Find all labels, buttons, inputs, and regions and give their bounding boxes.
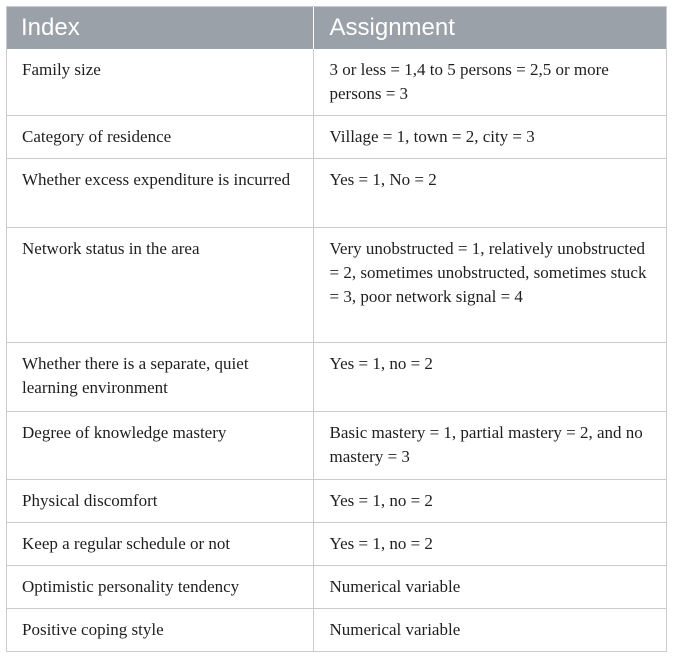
- table-body: [7, 49, 667, 651]
- index-cell: Category of residence: [7, 115, 313, 158]
- index-cell: Whether excess expenditure is incurred: [7, 158, 313, 227]
- table-header: [7, 7, 667, 49]
- index-cell: Positive coping style: [7, 608, 313, 651]
- assignment-cell: Yes = 1, no = 2: [313, 342, 667, 411]
- variable-table: [7, 7, 667, 651]
- assignment-cell: 3 or less = 1,4 to 5 persons = 2,5 or more persons = 3: [329, 60, 609, 103]
- index-cell: Degree of knowledge mastery: [7, 411, 313, 479]
- index-cell: Family size: [7, 49, 313, 115]
- table-row: [7, 342, 667, 411]
- assignment-table: [6, 6, 667, 652]
- assignment-cell: Very unobstructed = 1, relatively unobstructed = 2, sometimes unobstructed, sometimes stuck = 3, poor network signal = 4: [313, 227, 667, 342]
- table-row: [7, 115, 667, 158]
- index-cell: Physical discomfort: [7, 479, 313, 522]
- index-cell: Keep a regular schedule or not: [7, 522, 313, 565]
- table-row: [7, 49, 667, 115]
- table-row: [7, 522, 667, 565]
- index-cell: Optimistic personality tendency: [7, 565, 313, 608]
- assignment-cell: Basic mastery = 1, partial mastery = 2, and no mastery = 3: [313, 411, 667, 479]
- assignment-cell: Yes = 1, no = 2: [313, 522, 667, 565]
- table-row: [7, 227, 667, 342]
- assignment-cell: Yes = 1, No = 2: [313, 158, 667, 227]
- table-row: [7, 608, 667, 651]
- assignment-cell: Numerical variable: [313, 608, 667, 651]
- header-row: [7, 7, 667, 49]
- table-row: [7, 411, 667, 479]
- header-assignment: Assignment: [313, 7, 667, 49]
- table-row: [7, 158, 667, 227]
- assignment-cell: Village = 1, town = 2, city = 3: [313, 115, 667, 158]
- table-row: [7, 479, 667, 522]
- header-index: Index: [7, 7, 313, 49]
- index-cell: Whether there is a separate, quiet learning environment: [7, 342, 313, 411]
- assignment-cell: Numerical variable: [313, 565, 667, 608]
- assignment-cell: Yes = 1, no = 2: [313, 479, 667, 522]
- index-cell: Network status in the area: [7, 227, 313, 342]
- table-row: [7, 565, 667, 608]
